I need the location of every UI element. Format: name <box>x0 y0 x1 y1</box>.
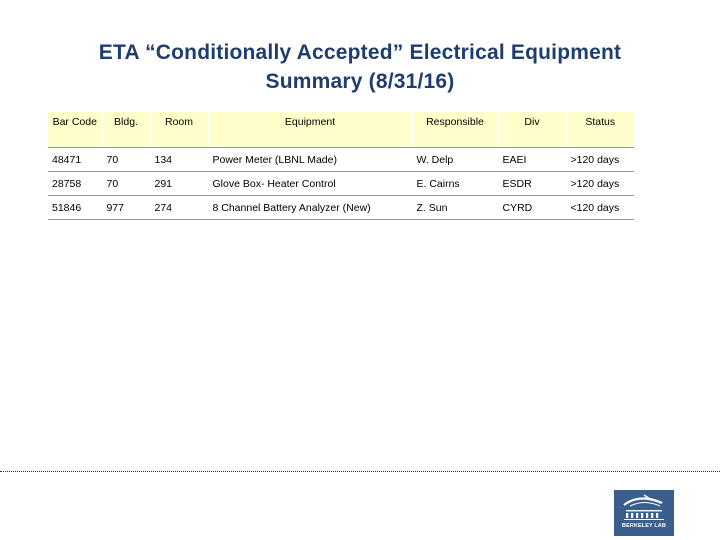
cell-status: <120 days <box>566 196 634 220</box>
cell-equipment: Glove Box- Heater Control <box>208 172 412 196</box>
cell-bldg: 70 <box>102 148 150 172</box>
berkeley-lab-emblem-icon <box>614 490 674 536</box>
header-equipment: Equipment <box>208 112 412 148</box>
cell-bar-code: 48471 <box>48 148 102 172</box>
cell-bldg: 977 <box>102 196 150 220</box>
berkeley-lab-logo <box>614 490 674 536</box>
cell-div: CYRD <box>498 196 566 220</box>
cell-bldg: 70 <box>102 172 150 196</box>
cell-equipment: 8 Channel Battery Analyzer (New) <box>208 196 412 220</box>
header-bar-code: Bar Code <box>48 112 102 148</box>
cell-bar-code: 28758 <box>48 172 102 196</box>
equipment-summary-table <box>48 112 634 220</box>
cell-status: >120 days <box>566 172 634 196</box>
slide-title <box>40 38 680 96</box>
cell-status: >120 days <box>566 148 634 172</box>
header-bldg: Bldg. <box>102 112 150 148</box>
table-row <box>48 196 634 220</box>
table-row <box>48 148 634 172</box>
cell-div: ESDR <box>498 172 566 196</box>
cell-room: 274 <box>150 196 208 220</box>
header-room: Room <box>150 112 208 148</box>
cell-responsible: Z. Sun <box>412 196 498 220</box>
header-responsible: Responsible <box>412 112 498 148</box>
table-header-row <box>48 112 634 148</box>
cell-room: 134 <box>150 148 208 172</box>
header-status: Status <box>566 112 634 148</box>
cell-bar-code: 51846 <box>48 196 102 220</box>
slide-title-line-1: ETA “Conditionally Accepted” Electrical Equipment <box>98 41 622 64</box>
cell-equipment: Power Meter (LBNL Made) <box>208 148 412 172</box>
logo-wordmark: BERKELEY LAB <box>622 523 666 529</box>
cell-responsible: E. Cairns <box>412 172 498 196</box>
footer-divider <box>0 471 720 472</box>
cell-div: EAEI <box>498 148 566 172</box>
cell-responsible: W. Delp <box>412 148 498 172</box>
header-div: Div <box>498 112 566 148</box>
table-row <box>48 172 634 196</box>
slide-title-line-2: Summary (8/31/16) <box>265 70 455 93</box>
cell-room: 291 <box>150 172 208 196</box>
